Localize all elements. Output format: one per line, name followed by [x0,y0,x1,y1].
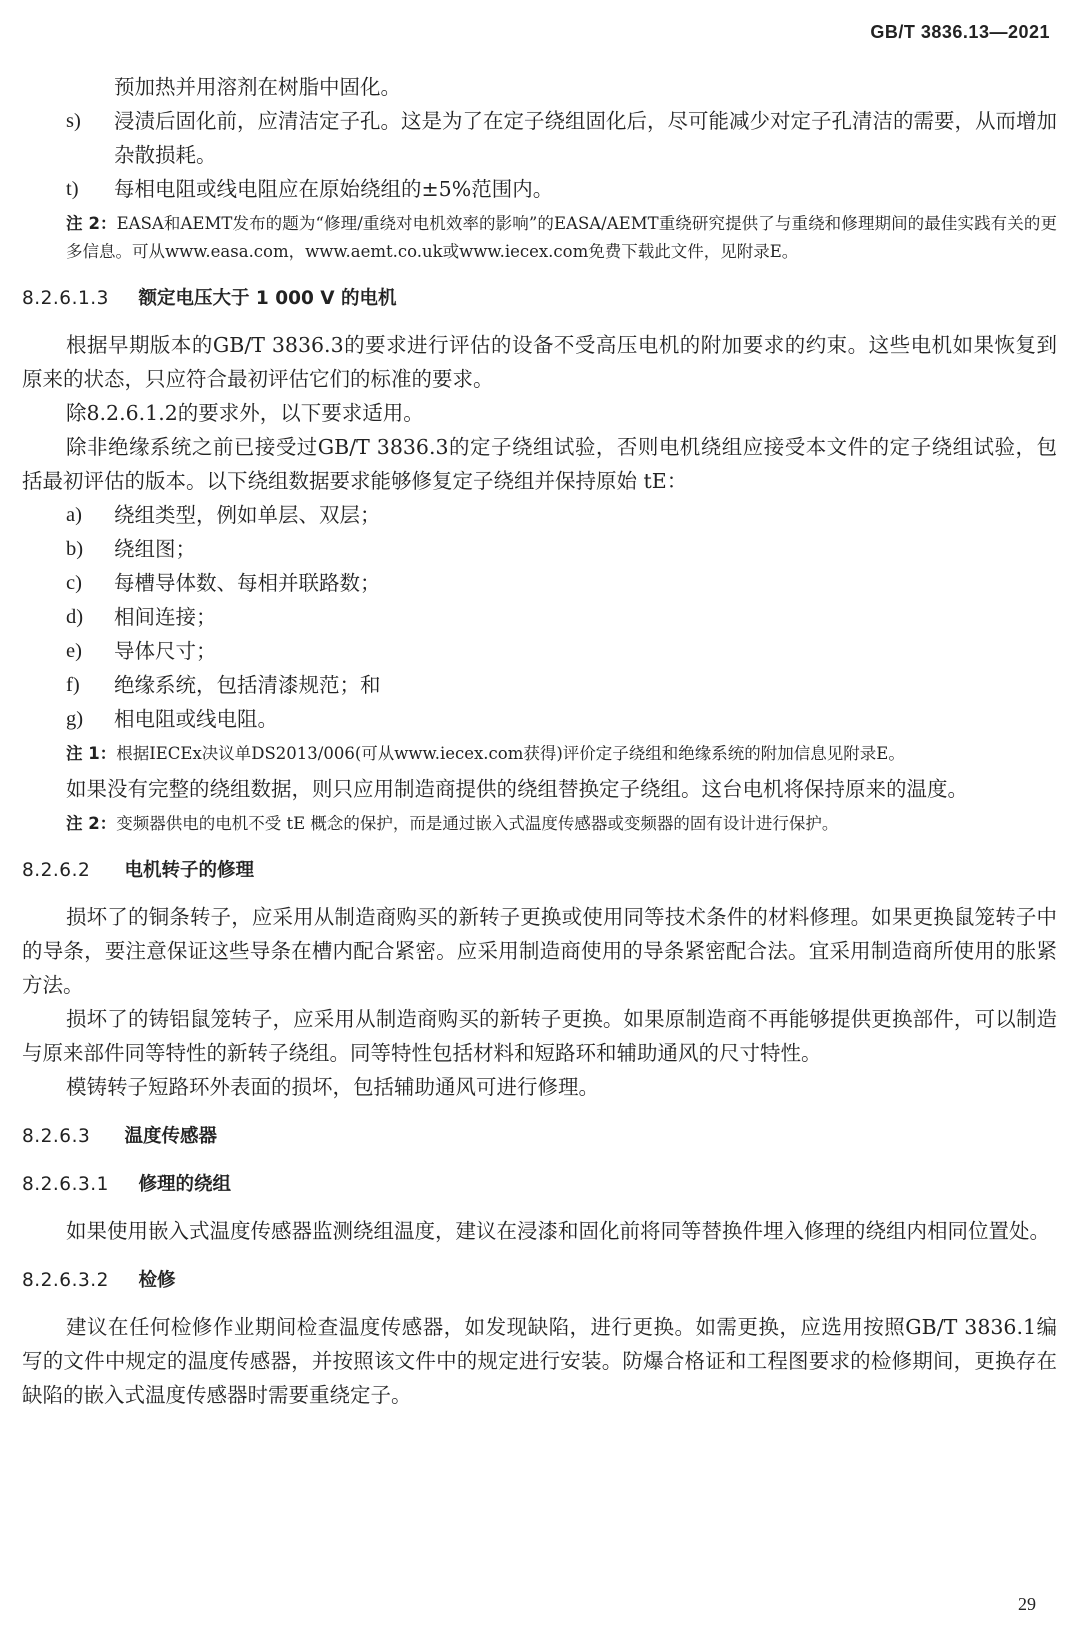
note-text: 根据IECEx决议单DS2013/006(可从www.iecex.com获得)评价定子绕组和绝缘系统的附加信息见附录E。 [116,744,905,763]
list-item-text: 绕组图； [114,537,196,561]
list-item-text: 绕组类型，例如单层、双层； [114,503,381,527]
section-title: 额定电压大于 1 000 V 的电机 [138,288,397,309]
list-item-text: 每相电阻或线电阻应在原始绕组的±5%范围内。 [114,177,554,201]
paragraph: 除非绝缘系统之前已接受过GB/T 3836.3的定子绕组试验，否则电机绕组应接受本文件的定子绕组试验，包括最初评估的版本。以下绕组数据要求能够修复定子绕组并保持原始 tE： [22,435,1057,493]
list-marker: d) [66,606,84,628]
list-marker: t) [66,178,79,200]
paragraph-continuation: 预加热并用溶剂在树脂中固化。 [114,75,401,99]
list-item-f [22,668,1057,702]
section-title: 温度传感器 [124,1126,217,1147]
section-title: 检修 [138,1270,176,1291]
section-number: 8.2.6.3.2 [22,1270,109,1291]
note-label: 注 1： [66,744,117,763]
paragraph: 损坏了的铜条转子，应采用从制造商购买的新转子更换或使用同等技术条件的材料修理。如果更换鼠笼转子中的导条，要注意保证这些导条在槽内配合紧密。应采用制造商使用的导条紧密配合法。宜采用制造商所使用的胀紧方法。 [22,905,1057,997]
list-item-text: 相电阻或线电阻。 [114,707,278,731]
page-body [22,70,1057,1412]
paragraph: 如果没有完整的绕组数据，则只应用制造商提供的绕组替换定子绕组。这台电机将保持原来的温度。 [66,777,968,801]
list-marker: s) [66,110,81,132]
paragraph: 损坏了的铸铝鼠笼转子，应采用从制造商购买的新转子更换。如果原制造商不再能够提供更换部件，可以制造与原来部件同等特性的新转子绕组。同等特性包括材料和短路环和辅助通风的尺寸特性。 [22,1007,1057,1065]
section-title: 修理的绕组 [138,1174,231,1195]
section-heading-8-2-6-3 [22,1122,1057,1152]
note-2-easa [22,210,1057,266]
list-marker: g) [66,708,84,730]
list-item-text: 浸渍后固化前，应清洁定子孔。这是为了在定子绕组固化后，尽可能减少对定子孔清洁的需要，从而增加杂散损耗。 [114,109,1057,167]
section-number: 8.2.6.3 [22,1126,91,1147]
list-marker: c) [66,572,82,594]
paragraph: 如果使用嵌入式温度传感器监测绕组温度，建议在浸漆和固化前将同等替换件埋入修理的绕组内相同位置处。 [66,1219,1050,1243]
note-label: 注 2： [66,814,117,833]
list-marker: a) [66,504,82,526]
list-item-e [22,634,1057,668]
list-marker: b) [66,538,84,560]
list-marker: f) [66,674,80,696]
section-heading-8-2-6-3-1 [22,1170,1057,1200]
paragraph: 模铸转子短路环外表面的损坏，包括辅助通风可进行修理。 [66,1075,599,1099]
section-heading-8-2-6-2 [22,856,1057,886]
note-label: 注 2： [66,214,117,233]
list-item-a [22,498,1057,532]
note-text: 变频器供电的电机不受 tE 概念的保护，而是通过嵌入式温度传感器或变频器的固有设计进行保护。 [116,814,839,833]
list-item-c [22,566,1057,600]
paragraph: 根据早期版本的GB/T 3836.3的要求进行评估的设备不受高压电机的附加要求的约束。这些电机如果恢复到原来的状态，只应符合最初评估它们的标准的要求。 [22,333,1057,391]
page-number: 29 [1018,1594,1036,1614]
section-title: 电机转子的修理 [124,860,254,881]
list-item-text: 绝缘系统，包括清漆规范；和 [114,673,381,697]
list-marker: e) [66,640,82,662]
section-heading-8-2-6-3-2 [22,1266,1057,1296]
note-text: EASA和AEMT发布的题为“修理/重绕对电机效率的影响”的EASA/AEMT重绕研究提供了与重绕和修理期间的最佳实践有关的更多信息。可从www.easa.com，www.aemt.co.uk或www.iecex.com免费下载此文件，见附录E。 [66,214,1057,261]
section-number: 8.2.6.1.3 [22,288,109,309]
list-item-b [22,532,1057,566]
list-item-d [22,600,1057,634]
paragraph: 除8.2.6.1.2的要求外，以下要求适用。 [66,401,424,425]
list-item-g [22,702,1057,736]
note-2-inverter [22,810,1057,838]
document-code-header: GB/T 3836.13—2021 [870,22,1050,42]
list-item-text: 相间连接； [114,605,217,629]
note-1-iecex [22,740,1057,768]
section-number: 8.2.6.2 [22,860,91,881]
paragraph: 建议在任何检修作业期间检查温度传感器，如发现缺陷，进行更换。如需更换，应选用按照GB/T 3836.1编写的文件中规定的温度传感器，并按照该文件中的规定进行安装。防爆合格证和工程图要求的检修期间，更换存在缺陷的嵌入式温度传感器时需要重绕定子。 [22,1315,1057,1407]
list-item-text: 导体尺寸； [114,639,217,663]
list-item-text: 每槽导体数、每相并联路数； [114,571,381,595]
list-item-t [22,172,1057,206]
section-heading-8-2-6-1-3 [22,284,1057,314]
list-item-s [22,104,1057,172]
section-number: 8.2.6.3.1 [22,1174,109,1195]
